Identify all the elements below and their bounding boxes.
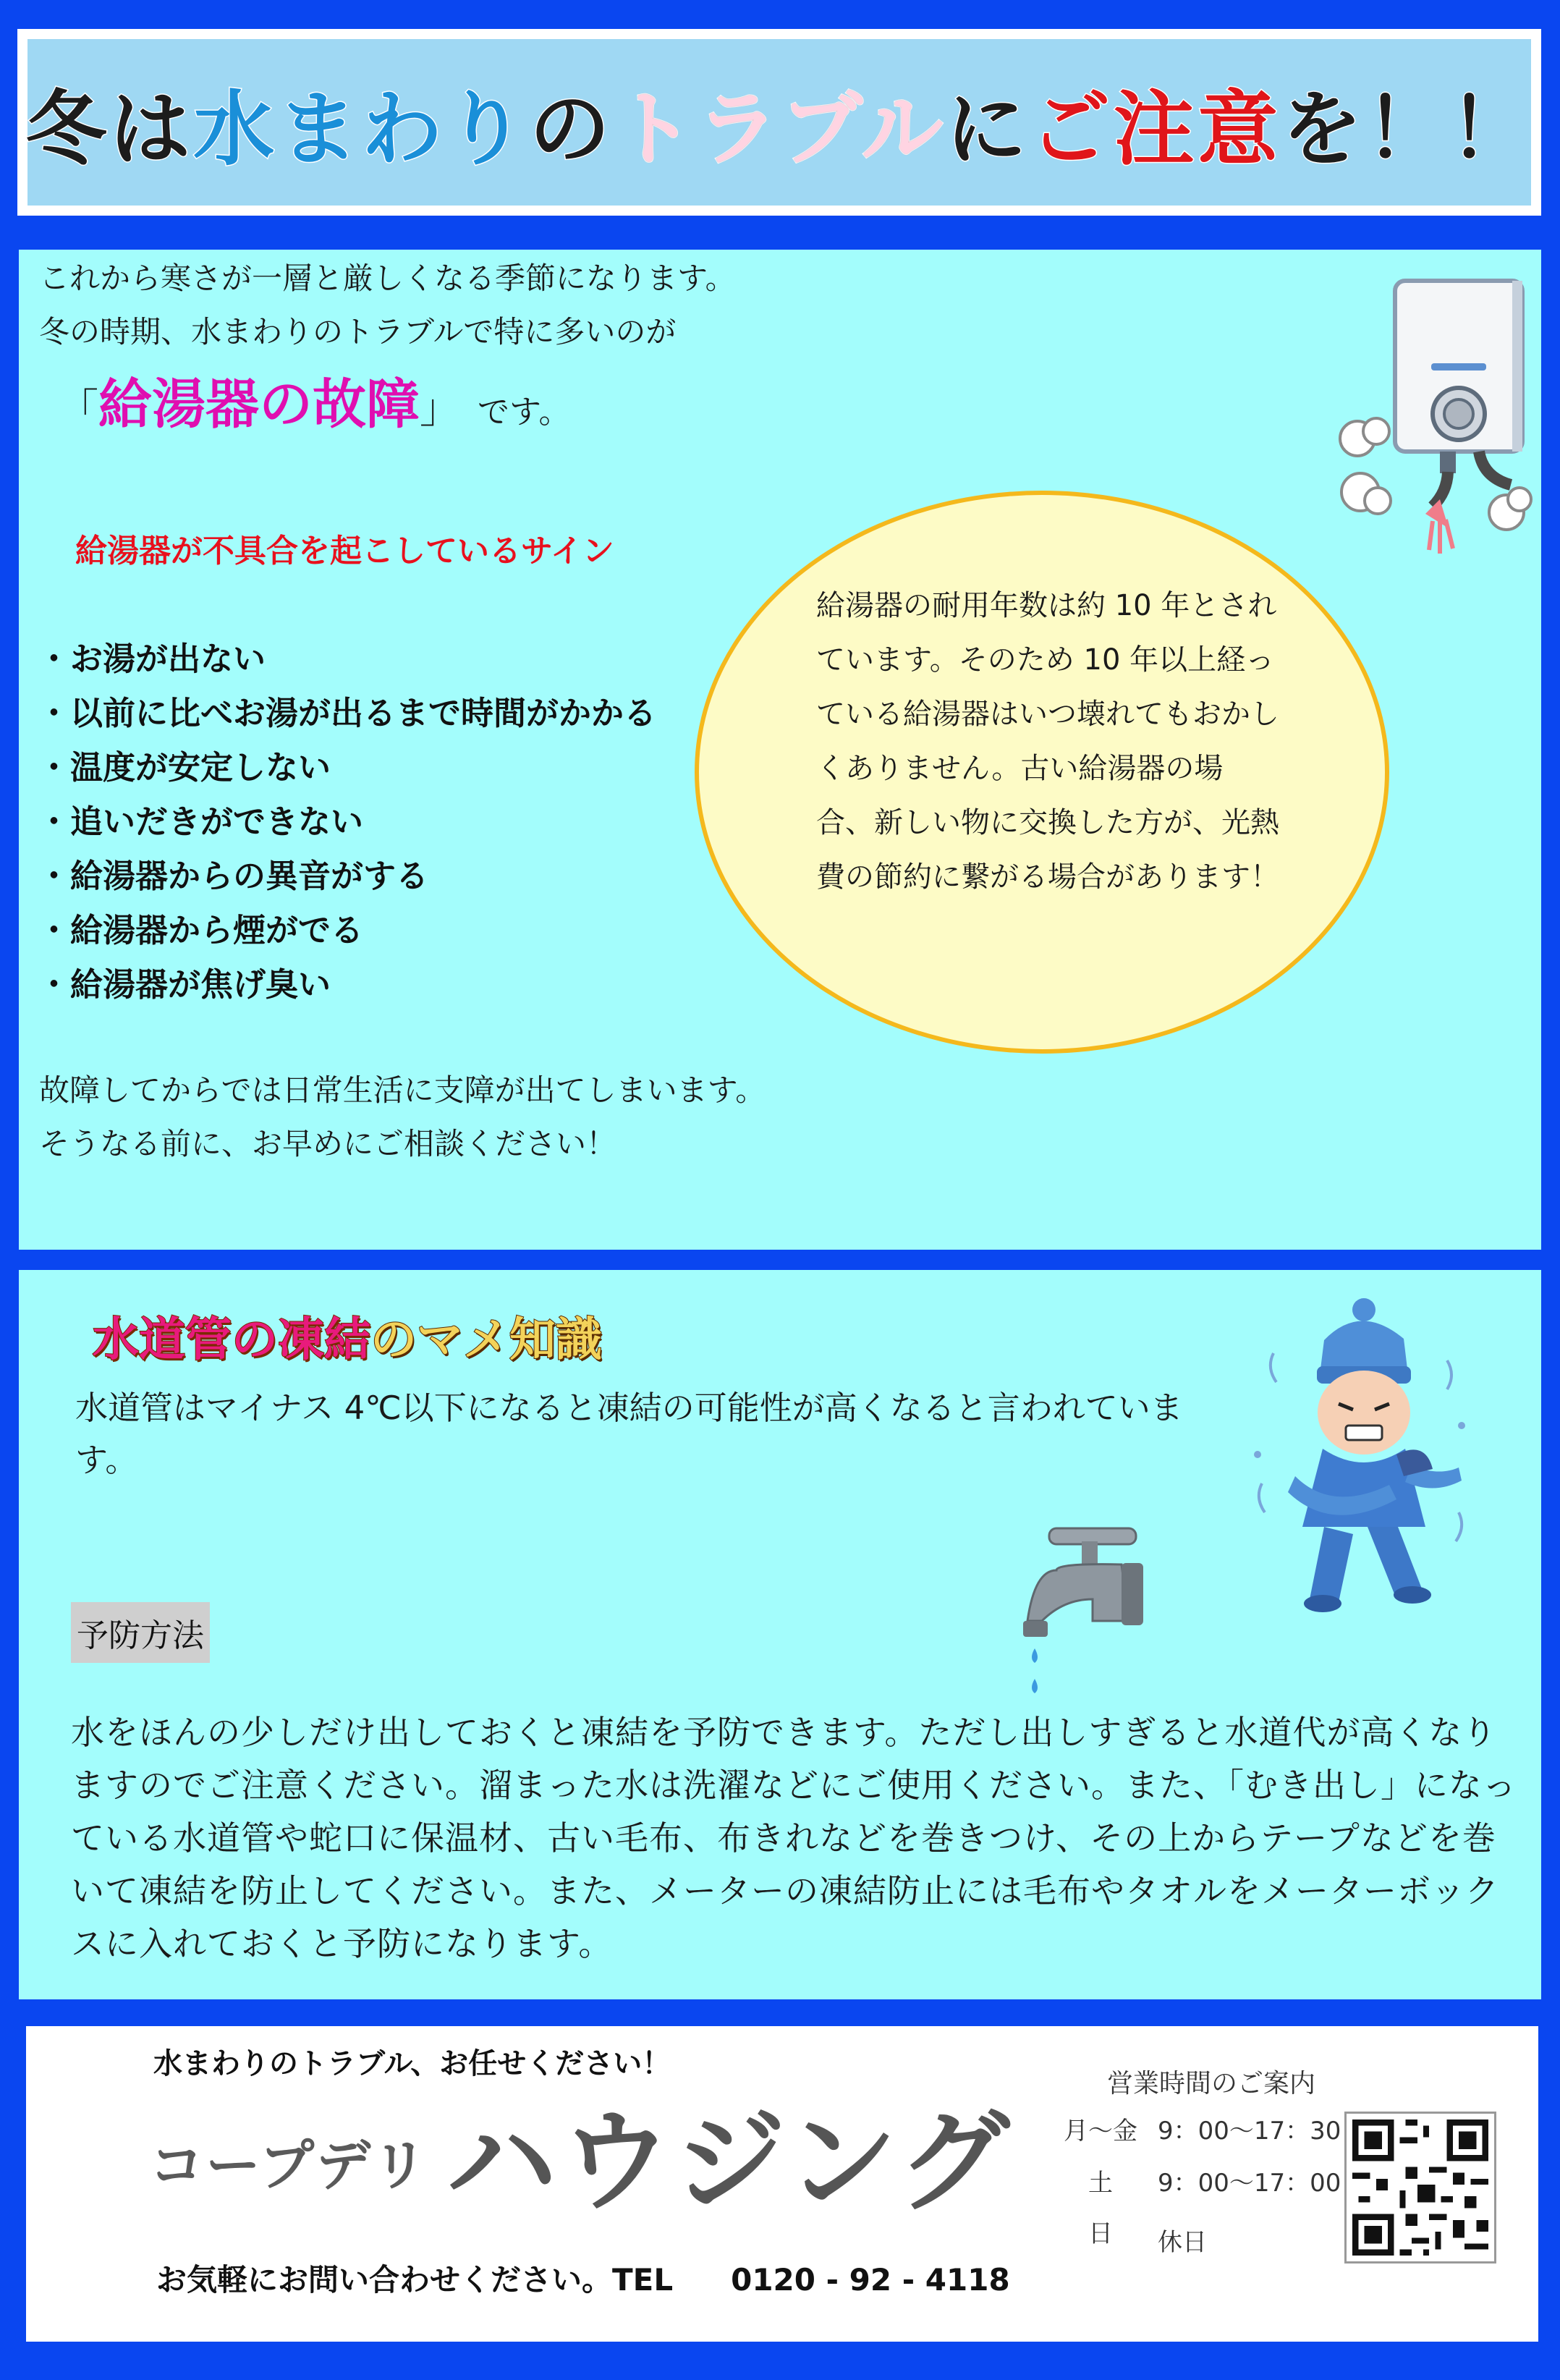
prevention-body: 水をほんの少しだけ出しておくと凍結を予防できます。ただし出しすぎると水道代が高くなりますのでご注意ください。溜まった水は洗濯などにご使用ください。また、「むき出し」になっている水道管や蛇口に保温材、古い毛布、布きれなどを巻きつけ、その上からテープなどを巻いて凍結を防止してください。また、メーターの凍結防止には毛布やタオルをメーターボックスに入れておくと予防になります。 — [71, 1713, 1517, 1963]
boiler-failure-quote — [58, 373, 571, 436]
prevention-label: 予防方法 — [71, 1602, 210, 1663]
sign-item: ・給湯器からの異音がする — [38, 857, 429, 895]
footer-tagline: 水まわりのトラブル、お任せください！ — [153, 2047, 671, 2080]
quote-highlight: 給湯器の故障 — [98, 373, 420, 436]
closing-line: そうなる前に、お早めにご相談ください！ — [39, 1126, 617, 1161]
closing-line: 故障してからでは日常生活に支障が出てしまいます。 — [39, 1072, 766, 1108]
qr-code-graphic — [1347, 2114, 1494, 2261]
lifespan-note: 給湯器の耐用年数は約 10 年とされています。そのため 10 年以上経っている給湯器はいつ壊れてもおかしくありません。古い給湯器の場合、新しい物に交換した方が、光熱費の節約に繋がる場合があります！ — [816, 589, 1279, 894]
phone-number[interactable]: 0120 - 92 - 4118 — [731, 2262, 1010, 2298]
company-name: ハウジング — [446, 2098, 1013, 2227]
frozen-person-icon — [1245, 1295, 1476, 1621]
sign-item: ・追いだきができない — [38, 802, 364, 841]
hours-day: 土 — [1088, 2169, 1113, 2198]
hours-time: 9：00～17：00 — [1158, 2169, 1341, 2198]
header-banner — [17, 29, 1541, 216]
quote-suffix: です。 — [478, 394, 571, 431]
title-part: の — [529, 82, 614, 177]
sign-item: ・給湯器から煙がでる — [38, 911, 364, 949]
hours-time: 9：00～17：30 — [1158, 2117, 1341, 2146]
sign-item: ・温度が安定しない — [38, 748, 331, 787]
quote-close: 」 — [420, 386, 460, 433]
title-part: トラブル — [613, 82, 946, 177]
title-part: 冬は — [25, 82, 194, 177]
heading-part: 水道管の凍結 — [93, 1313, 370, 1367]
sign-item: ・お湯が出ない — [38, 640, 266, 678]
frozen-pipe-description: 水道管はマイナス 4℃以下になると凍結の可能性が高くなると言われています。 — [75, 1389, 1183, 1479]
title-part: を！！ — [1281, 82, 1533, 177]
qr-code-icon[interactable] — [1344, 2112, 1496, 2263]
hours-day: 日 — [1088, 2219, 1113, 2248]
sign-item: ・以前に比べお湯が出るまで時間がかかる — [38, 694, 657, 732]
page-title — [25, 64, 1533, 181]
footer-contact — [156, 2262, 1010, 2298]
water-heater-icon — [1324, 275, 1534, 557]
title-part: に — [945, 82, 1030, 177]
frozen-pipe-heading — [93, 1303, 602, 1369]
hours-title: 営業時間のご案内 — [1107, 2069, 1316, 2099]
intro-line: 冬の時期、水まわりのトラブルで特に多いのが — [39, 314, 677, 350]
intro-line: これから寒さが一層と厳しくなる季節になります。 — [39, 261, 736, 296]
faucet-icon — [1013, 1520, 1150, 1701]
header-inner — [27, 39, 1531, 206]
title-part: ご注意 — [1029, 82, 1281, 177]
heading-part: のマメ知識 — [370, 1313, 602, 1367]
sign-item: ・給湯器が焦げ臭い — [38, 965, 331, 1004]
signs-heading: 給湯器が不具合を起こしているサイン — [75, 533, 614, 569]
company-name-prefix: コープデリ — [149, 2133, 429, 2198]
hours-time: 休日 — [1158, 2228, 1207, 2257]
contact-text: お気軽にお問い合わせください。TEL — [156, 2262, 674, 2298]
hours-day: 月～金 — [1064, 2117, 1137, 2146]
title-part: 水まわり — [193, 82, 530, 177]
quote-open: 「 — [58, 386, 98, 433]
